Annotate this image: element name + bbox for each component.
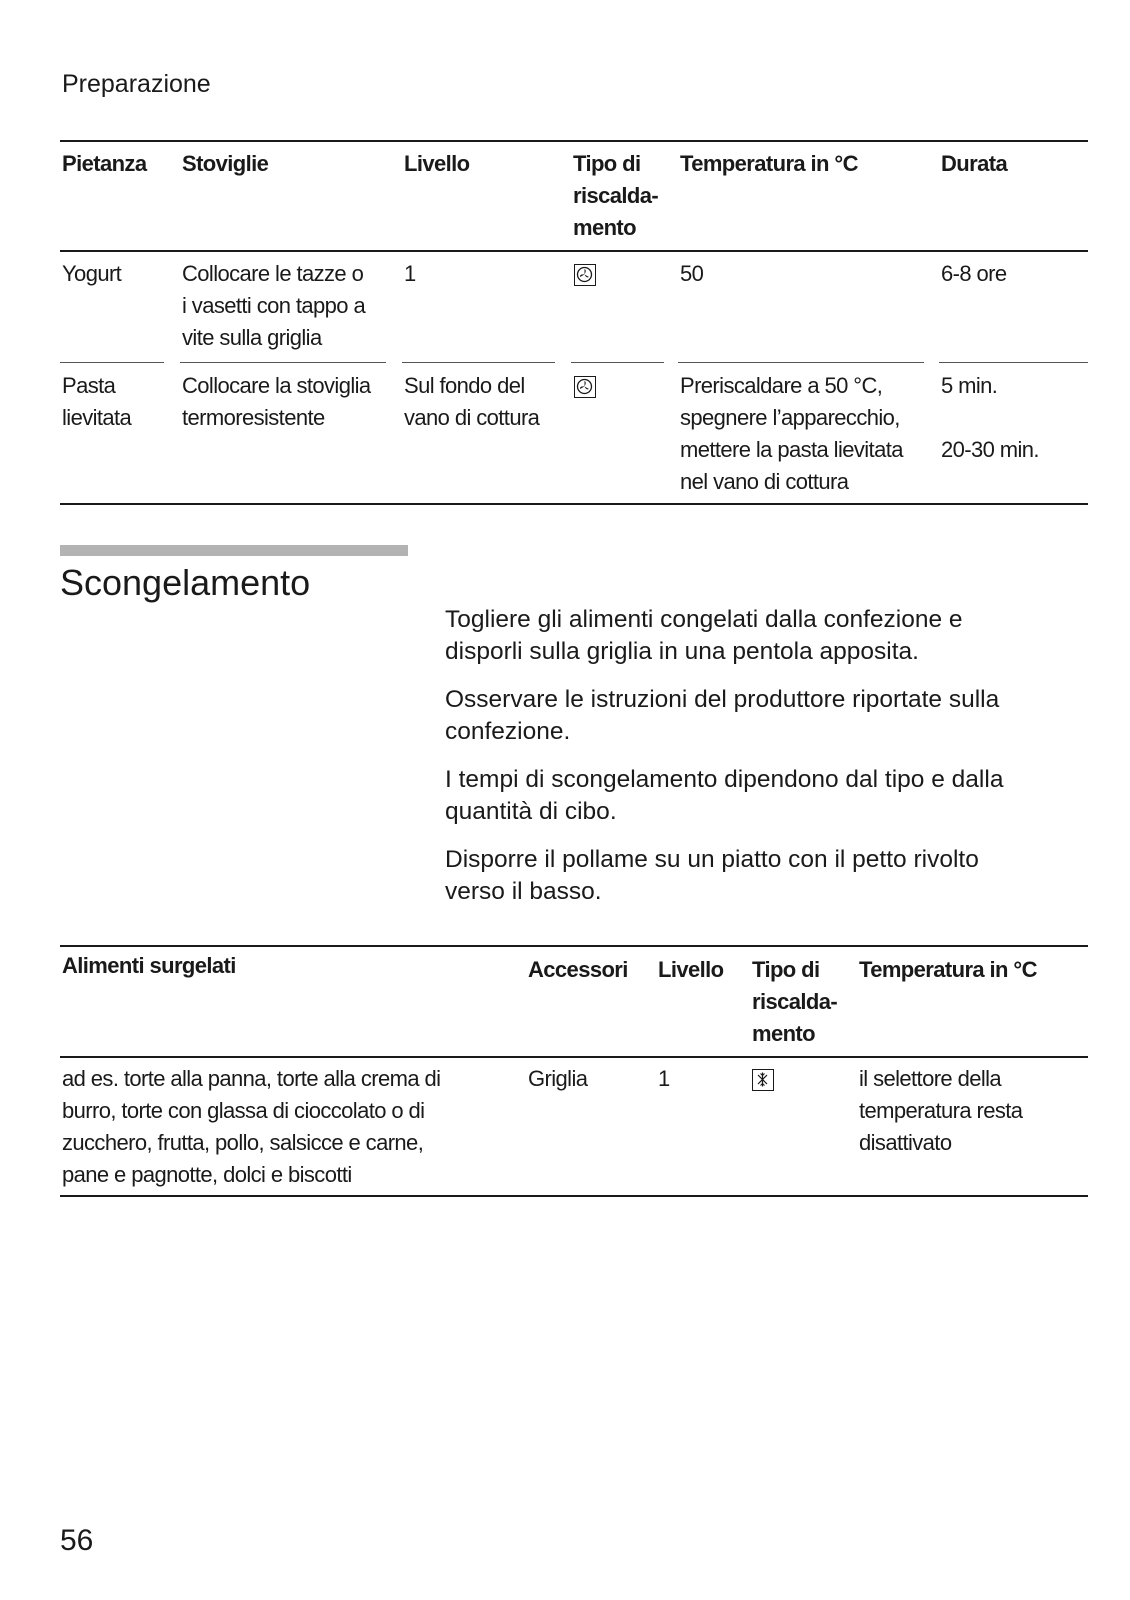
row-separator [571, 362, 664, 363]
section-title-preparazione: Preparazione [62, 70, 211, 98]
header-rule [60, 250, 1088, 252]
paragraph-line: quantità di cibo. [445, 798, 617, 825]
paragraph [445, 684, 1085, 748]
cell-line: Preriscaldare a 50 °C, [680, 373, 883, 398]
cell-line: vano di cottura [404, 405, 540, 430]
row-separator [402, 362, 555, 363]
row-separator [939, 362, 1088, 363]
header-accessories: Accessori [528, 957, 628, 982]
cell-line: pane e pagnotte, dolci e biscotti [62, 1162, 352, 1187]
row1-duration [941, 258, 1007, 290]
row1-temperature [680, 258, 703, 290]
cell-line: mettere la pasta lievitata [680, 437, 903, 462]
paragraph-line: Disporre il pollame su un piatto con il petto rivolto [445, 846, 979, 873]
section-accent-bar [60, 545, 408, 556]
cell-line: Griglia [528, 1066, 588, 1091]
header-rule [60, 1056, 1088, 1058]
header-level: Livello [404, 151, 470, 176]
cell-line: Pasta [62, 373, 116, 398]
defrost-icon [752, 1069, 774, 1091]
row-separator [180, 362, 386, 363]
header-heating-line: mento [573, 215, 637, 240]
defrost-row-accessories [528, 1063, 587, 1095]
paragraph-line: Osservare le istruzioni del produttore riportate sulla [445, 686, 1000, 713]
cell-line: spegnere l’apparecchio, [680, 405, 900, 430]
row2-duration-second [941, 434, 1039, 466]
table-top-rule [60, 945, 1088, 947]
cell-line: il selettore della [859, 1066, 1002, 1091]
cell-line: burro, torte con glassa di cioccolato o di [62, 1098, 425, 1123]
header-temperature: Temperatura in °C [859, 957, 1037, 982]
cell-line: Collocare la stoviglia [182, 373, 371, 398]
page-number: 56 [60, 1524, 94, 1557]
paragraph [445, 764, 1085, 828]
cell-line: i vasetti con tappo a [182, 293, 366, 318]
fan-heat-icon [574, 376, 596, 398]
table-bottom-rule [60, 1195, 1088, 1197]
cell-line: 50 [680, 261, 704, 286]
cell-line: nel vano di cottura [680, 469, 849, 494]
paragraph-line: I tempi di scongelamento dipendono dal tipo e dalla [445, 766, 1004, 793]
row2-dish [62, 370, 131, 434]
paragraph-line: Togliere gli alimenti congelati dalla confezione e [445, 606, 963, 633]
cell-line: temperatura resta [859, 1098, 1023, 1123]
row2-duration [941, 370, 997, 402]
row1-cookware [182, 258, 365, 354]
header-duration: Durata [941, 151, 1008, 176]
cell-line: lievitata [62, 405, 132, 430]
table-top-rule [60, 140, 1088, 142]
cell-line: Yogurt [62, 261, 122, 286]
cell-line: 6-8 ore [941, 261, 1007, 286]
paragraph [445, 844, 1085, 908]
header-food: Alimenti surgelati [62, 953, 236, 978]
paragraph-line: confezione. [445, 718, 571, 745]
header-heating [752, 954, 837, 1050]
row2-temperature [680, 370, 903, 498]
header-heating-line: Tipo di [573, 151, 641, 176]
header-temperature: Temperatura in °C [680, 151, 858, 176]
row1-level [404, 258, 416, 290]
paragraph [445, 604, 1085, 668]
header-heating-line: riscalda- [573, 183, 659, 208]
fan-heat-icon [574, 264, 596, 286]
defrost-row-level [658, 1063, 670, 1095]
paragraph-line: verso il basso. [445, 878, 602, 905]
header-heating [573, 148, 658, 244]
row2-cookware [182, 370, 371, 434]
header-level: Livello [658, 957, 724, 982]
defrost-row-food [62, 1063, 440, 1191]
cell-line: vite sulla griglia [182, 325, 322, 350]
row2-level [404, 370, 539, 434]
cell-line: 1 [658, 1066, 670, 1091]
header-heating-line: Tipo di [752, 957, 820, 982]
cell-line: ad es. torte alla panna, torte alla crema di [62, 1066, 441, 1091]
cell-line: Sul fondo del [404, 373, 525, 398]
header-heating-line: riscalda- [752, 989, 838, 1014]
cell-line: Collocare le tazze o [182, 261, 364, 286]
cell-line: 1 [404, 261, 416, 286]
cell-line: disattivato [859, 1130, 952, 1155]
header-heating-line: mento [752, 1021, 816, 1046]
cell-line: zucchero, frutta, pollo, salsicce e carne, [62, 1130, 424, 1155]
cell-line: termoresistente [182, 405, 325, 430]
cell-line: 20-30 min. [941, 437, 1039, 462]
cell-line: 5 min. [941, 373, 998, 398]
defrost-row-temperature [859, 1063, 1022, 1159]
table-bottom-rule [60, 503, 1088, 505]
row-separator [60, 362, 164, 363]
row-separator [678, 362, 924, 363]
header-cookware: Stoviglie [182, 151, 269, 176]
row1-dish [62, 258, 121, 290]
paragraph-line: disporli sulla griglia in una pentola apposita. [445, 638, 919, 665]
header-dish: Pietanza [62, 151, 147, 176]
section-title-scongelamento: Scongelamento [60, 562, 311, 603]
